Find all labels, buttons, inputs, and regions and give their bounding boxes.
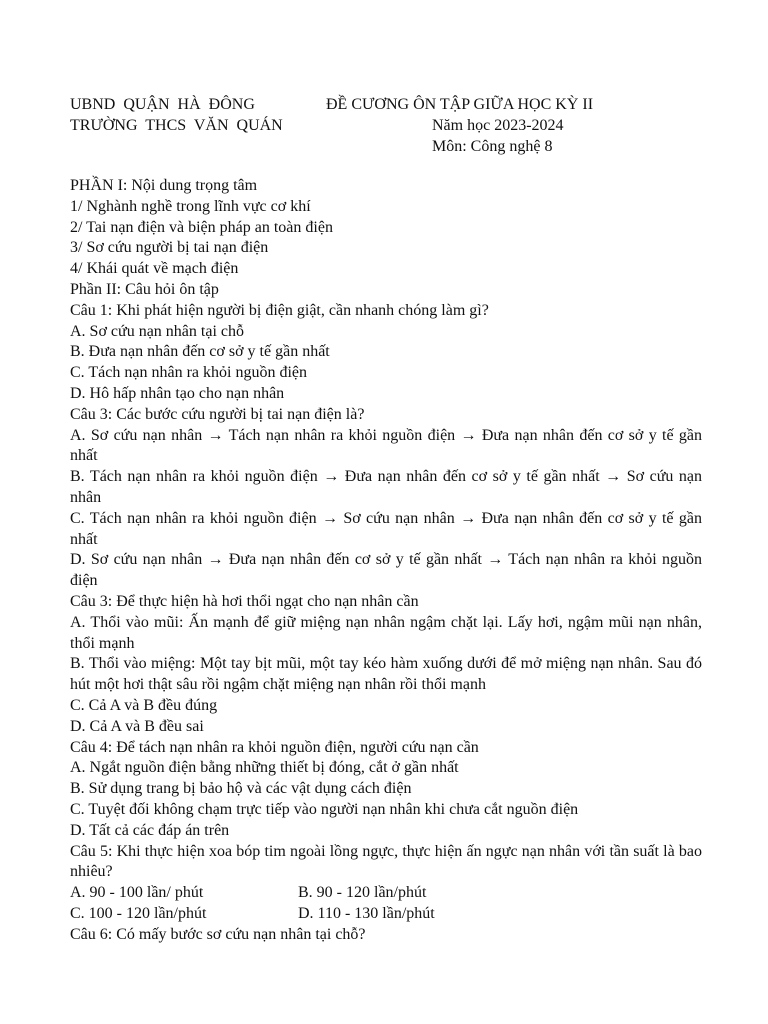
question-3: Câu 3: Để thực hiện hà hơi thổi ngạt cho nạn nhân cần [70, 592, 419, 610]
question-1-option: B. Đưa nạn nhân đến cơ sở y tế gần nhất [70, 343, 330, 361]
question-5-option-d: D. 110 - 130 lần/phút [298, 904, 435, 922]
question-2-option: B. Tách nạn nhân ra khỏi nguồn điện → Đưa nạn nhân đến cơ sở y tế gần nhất → Sơ cứu nạn nhân [70, 468, 702, 506]
question-5-option-a: A. 90 - 100 lần/ phút [70, 884, 204, 902]
question-3-option: C. Cả A và B đều đúng [70, 696, 218, 714]
part1-item: 2/ Tai nạn điện và biện pháp an toàn điện [70, 218, 333, 236]
part1-title: PHẦN I: Nội dung trọng tâm [70, 177, 258, 194]
school-name: TRƯỜNG THCS VĂN QUÁN [70, 117, 283, 134]
question-3-option: B. Thổi vào miệng: Một tay bịt mũi, một tay kéo hàm xuống dưới để mở miệng nạn nhân. Sau đó hút một hơi thật sâu rồi ngậm chặt miệng nạn nhân rồi thổi mạnh [70, 655, 702, 694]
question-4: Câu 4: Để tách nạn nhân ra khỏi nguồn điện, người cứu nạn cần [70, 738, 479, 756]
question-3-option: A. Thổi vào mũi: Ấn mạnh để giữ miệng nạn nhân ngậm chặt lại. Lấy hơi, ngậm mũi nạn nhân, thổi mạnh [70, 613, 702, 652]
question-2-option: C. Tách nạn nhân ra khỏi nguồn điện → Sơ cứu nạn nhân → Đưa nạn nhân đến cơ sở y tế gần nhất [70, 509, 702, 548]
subject-name: Môn: Công nghệ 8 [432, 138, 553, 155]
question-4-option: A. Ngắt nguồn điện bằng những thiết bị đóng, cắt ở gần nhất [70, 759, 459, 777]
question-1-option: D. Hô hấp nhân tạo cho nạn nhân [70, 384, 285, 402]
school-year: Năm học 2023-2024 [432, 117, 564, 134]
question-5-options-row [70, 904, 702, 925]
document-title: ĐỀ CƯƠNG ÔN TẬP GIỮA HỌC KỲ II [326, 96, 594, 113]
part2-title: Phần II: Câu hỏi ôn tập [70, 280, 219, 298]
part1-item: 3/ Sơ cứu người bị tai nạn điện [70, 239, 269, 257]
district-name: UBND QUẬN HÀ ĐÔNG [70, 96, 255, 113]
question-6: Câu 6: Có mấy bước sơ cứu nạn nhân tại chỗ? [70, 925, 366, 943]
question-5-option-b: B. 90 - 120 lần/phút [298, 884, 427, 902]
part1-item: 4/ Khái quát về mạch điện [70, 260, 239, 278]
question-4-option: C. Tuyệt đối không chạm trực tiếp vào người nạn nhân khi chưa cắt nguồn điện [70, 800, 579, 818]
question-3-option: D. Cả A và B đều sai [70, 717, 204, 735]
question-5: Câu 5: Khi thực hiện xoa bóp tim ngoài lồng ngực, thực hiện ấn ngực nạn nhân với tần suất là bao nhiêu? [70, 842, 702, 881]
question-1-option: A. Sơ cứu nạn nhân tại chỗ [70, 322, 244, 340]
question-4-option: D. Tất cả các đáp án trên [70, 821, 230, 839]
question-1-option: C. Tách nạn nhân ra khỏi nguồn điện [70, 364, 307, 382]
question-5-options-row [70, 883, 702, 904]
question-5-option-c: C. 100 - 120 lần/phút [70, 904, 207, 922]
question-2-option: D. Sơ cứu nạn nhân → Đưa nạn nhân đến cơ sở y tế gần nhất → Tách nạn nhân ra khỏi nguồn điện [70, 551, 702, 590]
part1-item: 1/ Nghành nghề trong lĩnh vực cơ khí [70, 197, 311, 215]
question-2: Câu 3: Các bước cứu người bị tai nạn điện là? [70, 405, 365, 423]
question-4-option: B. Sử dụng trang bị bảo hộ và các vật dụng cách điện [70, 780, 412, 798]
document-header [70, 94, 710, 157]
question-1: Câu 1: Khi phát hiện người bị điện giật, cần nhanh chóng làm gì? [70, 301, 489, 319]
question-2-option: A. Sơ cứu nạn nhân → Tách nạn nhân ra khỏi nguồn điện → Đưa nạn nhân đến cơ sở y tế gần nhất [70, 426, 702, 465]
document-body [70, 176, 702, 945]
